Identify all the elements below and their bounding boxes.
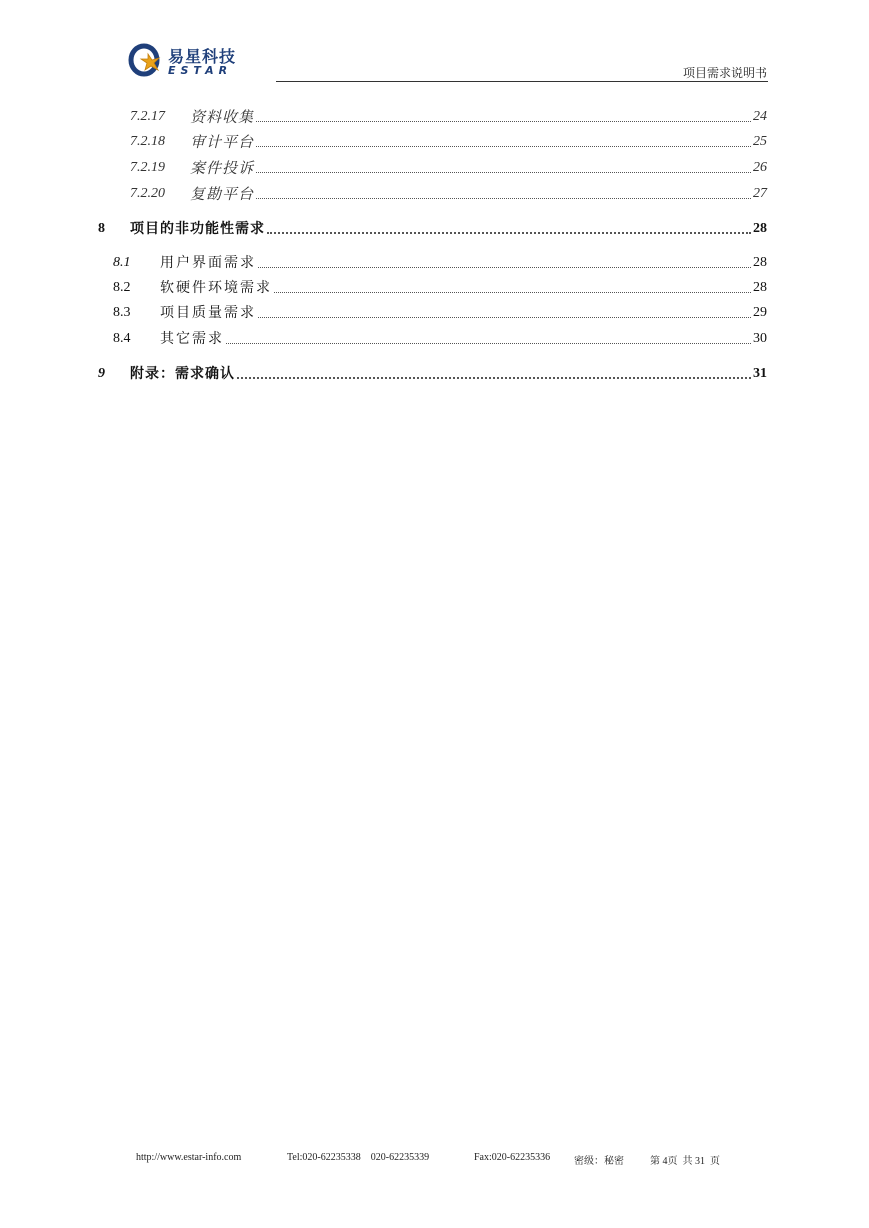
toc-entry-8-3[interactable] [113,302,767,322]
toc-title: 审计平台 [190,133,255,151]
toc-leader [258,267,751,268]
toc-number: 7.2.19 [130,160,165,175]
toc-leader [267,232,751,234]
footer-page-info: 第 4页 共 31 页 [650,1156,720,1167]
toc-title: 案件投诉 [190,159,255,177]
toc-title: 附录：需求确认 [130,366,235,382]
toc-page-number: 28 [753,280,767,295]
header-divider [276,81,768,82]
toc-page-number: 31 [753,366,767,381]
toc-title: 复勘平台 [190,185,255,203]
toc-page-number: 27 [753,186,767,201]
toc-leader [256,121,751,122]
toc-entry-7-2-19[interactable] [130,157,767,177]
toc-page-number: 29 [753,305,767,320]
footer-security-level: 密级：秘密 [574,1156,624,1167]
toc-title: 项目的非功能性需求 [130,221,265,237]
toc-entry-8-2[interactable] [113,277,767,297]
logo-chinese-text: 易星科技 [168,47,237,66]
toc-entry-8-1[interactable] [113,252,767,272]
toc-leader [256,172,751,173]
toc-title: 其它需求 [160,331,224,347]
toc-entry-8[interactable] [98,218,767,238]
company-logo [128,42,278,82]
toc-page-number: 28 [753,255,767,270]
toc-leader [258,317,751,318]
page-footer [0,1152,869,1168]
toc-entry-7-2-17[interactable] [130,106,767,126]
toc-page-number: 28 [753,221,767,236]
toc-number: 8.3 [113,305,131,320]
toc-leader [226,343,751,344]
toc-page-number: 24 [753,109,767,124]
toc-page-number: 25 [753,134,767,149]
toc-number: 7.2.18 [130,134,165,149]
page-header [0,0,869,90]
toc-title: 资料收集 [190,108,255,126]
toc-leader [256,198,751,199]
estar-logo-icon [128,42,168,78]
toc-page-number: 30 [753,331,767,346]
toc-number: 8.2 [113,280,131,295]
toc-title: 项目质量需求 [160,305,256,321]
toc-entry-8-4[interactable] [113,328,767,348]
toc-number: 7.2.20 [130,186,165,201]
toc-entry-7-2-20[interactable] [130,183,767,203]
footer-website: http://www.estar-info.com [136,1152,242,1163]
toc-leader [274,292,751,293]
toc-page-number: 26 [753,160,767,175]
toc-number: 8 [98,221,105,236]
footer-telephone: Tel:020-62235338 020-62235339 [287,1152,430,1163]
toc-title: 用户界面需求 [160,255,256,271]
toc-leader [256,146,751,147]
document-title: 项目需求说明书 [682,66,767,80]
logo-english-text: ESTAR [168,64,233,77]
toc-leader [237,377,751,379]
toc-title: 软硬件环境需求 [160,280,272,296]
toc-entry-7-2-18[interactable] [130,131,767,151]
toc-number: 8.4 [113,331,131,346]
toc-number: 9 [98,366,105,381]
toc-number: 7.2.17 [130,109,165,124]
footer-fax: Fax:020-62235336 [474,1152,551,1163]
toc-entry-9[interactable] [98,363,767,383]
toc-number: 8.1 [113,255,131,270]
